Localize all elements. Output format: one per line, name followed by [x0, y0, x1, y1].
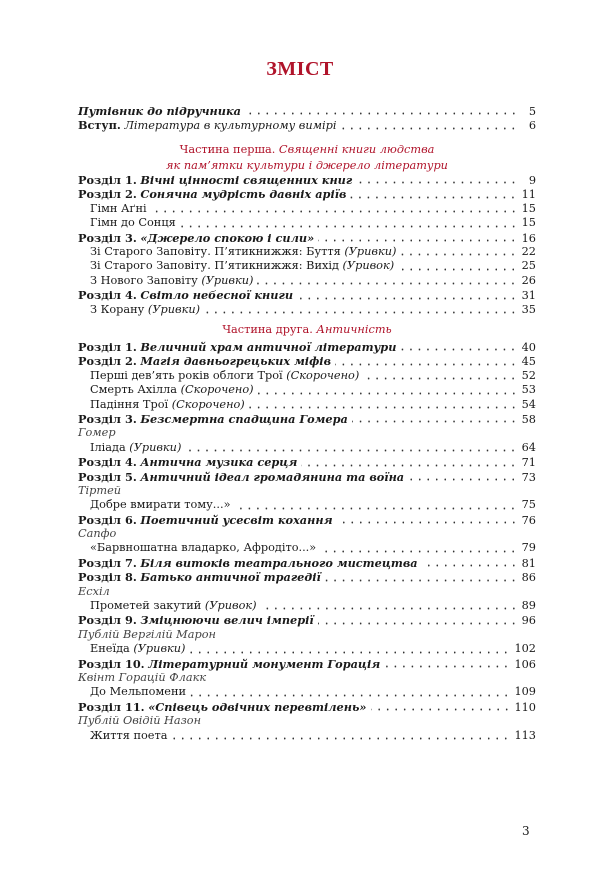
toc-part1 — [78, 173, 536, 317]
work-title: Падіння Трої — [90, 397, 169, 411]
chapter-title: «Співець одвічних перевтілень» — [148, 699, 367, 714]
dot-leader — [350, 189, 517, 199]
dot-leader — [400, 246, 517, 256]
toc-entry[interactable] — [78, 398, 536, 412]
toc-entry[interactable] — [78, 383, 536, 397]
author-line — [78, 585, 536, 599]
toc-entry[interactable] — [78, 118, 536, 132]
work-title: Зі Старого Заповіту. П’ятикнижжя: Вихід — [90, 259, 339, 273]
author-name: Есхіл — [78, 584, 110, 598]
dot-leader — [297, 290, 518, 300]
toc-entry[interactable] — [78, 729, 536, 743]
chapter-title: Магія давньогрецьких міфів — [140, 354, 331, 369]
author-line — [78, 527, 536, 541]
page-ref: 11 — [521, 188, 536, 202]
dot-leader — [185, 442, 517, 452]
entry-text — [78, 187, 346, 202]
dot-leader — [258, 385, 518, 395]
page-ref: 79 — [521, 541, 536, 555]
chapter-title: Зміцнюючи велич імперії — [140, 613, 314, 628]
toc-entry[interactable] — [78, 685, 536, 699]
chapter-title: Поетичний усесвіт кохання — [140, 512, 333, 527]
chapter-number: Розділ 1. — [78, 340, 137, 354]
part2-heading — [78, 322, 536, 338]
chapter-number: Розділ 2. — [78, 187, 137, 202]
dot-leader — [151, 203, 518, 213]
entry-text — [78, 657, 380, 672]
entry-text — [90, 369, 359, 383]
part2-title: Античність — [316, 323, 392, 336]
entry-text — [90, 729, 167, 743]
entry-text — [78, 455, 297, 470]
toc-entry[interactable] — [78, 274, 536, 288]
toc-entry[interactable] — [78, 369, 536, 383]
page-ref: 22 — [521, 244, 536, 258]
toc-entry[interactable] — [78, 570, 536, 584]
toc-entry[interactable] — [78, 657, 536, 671]
page-ref: 52 — [521, 368, 536, 382]
chapter-number: Розділ 9. — [78, 613, 137, 628]
dot-leader — [340, 120, 518, 130]
chapter-number: Розділ 10. — [78, 656, 145, 671]
dot-leader — [320, 543, 517, 553]
entry-text — [90, 642, 185, 656]
toc-part2 — [78, 340, 536, 743]
chapter-title: Античний ідеал громадянина та воїна — [140, 469, 405, 484]
entry-text — [90, 216, 176, 230]
page-ref: 31 — [521, 289, 536, 303]
work-note: (Уривки) — [201, 273, 254, 287]
dot-leader — [249, 399, 518, 409]
toc-entry[interactable] — [78, 541, 536, 555]
page-ref: 53 — [521, 383, 536, 397]
page-ref: 89 — [521, 599, 536, 613]
work-note: (Скорочено) — [180, 383, 254, 397]
work-note: (Скорочено) — [171, 397, 245, 411]
page-ref: 54 — [521, 397, 536, 411]
page-ref: 9 — [528, 174, 536, 187]
work-title: Добре вмирати тому...» — [90, 498, 231, 512]
entry-text — [90, 303, 200, 317]
work-title: Зі Старого Заповіту. П’ятикнижжя: Буття — [90, 244, 341, 258]
work-title: Прометей закутий — [90, 599, 202, 613]
chapter-number: Розділ 3. — [78, 411, 137, 426]
chapter-number: Розділ 2. — [78, 354, 137, 369]
page-ref: 76 — [521, 513, 536, 527]
dot-leader — [171, 730, 510, 740]
dot-leader — [337, 514, 518, 524]
toc-entry[interactable] — [78, 303, 536, 317]
toc-entry[interactable] — [78, 245, 536, 259]
entry-text — [90, 398, 245, 412]
page-ref: 40 — [521, 341, 536, 354]
toc-entry[interactable] — [78, 288, 536, 302]
work-note: (Уривки) — [129, 440, 182, 454]
toc-entry[interactable] — [78, 104, 536, 118]
dot-leader — [234, 500, 517, 510]
author-name: Тіртей — [78, 483, 122, 497]
work-title: Життя поета — [90, 728, 168, 742]
dot-leader — [318, 615, 518, 625]
chapter-title: Безсмертна спадщина Гомера — [140, 411, 348, 426]
entry-text — [78, 570, 321, 585]
dot-leader — [318, 232, 517, 242]
page-ref: 15 — [521, 201, 536, 215]
chapter-title: Антична музика серця — [140, 455, 298, 470]
entry-text — [78, 513, 333, 528]
dot-leader — [422, 557, 518, 567]
page-ref: 110 — [514, 700, 536, 714]
toc-entry[interactable] — [78, 412, 536, 426]
page-ref: 102 — [514, 642, 536, 656]
work-note: (Уривки) — [344, 244, 397, 258]
toc-entry[interactable] — [78, 202, 536, 216]
dot-leader — [257, 275, 517, 285]
toc-entry[interactable] — [78, 231, 536, 245]
toc-entry[interactable] — [78, 216, 536, 230]
author-name: Гомер — [78, 426, 116, 440]
work-title: До Мельпомени — [90, 685, 187, 699]
page-ref: 58 — [521, 412, 536, 426]
page-ref: 6 — [528, 119, 536, 133]
toc-entry[interactable] — [78, 187, 536, 201]
author-line — [78, 714, 536, 728]
entry-text — [90, 599, 257, 613]
work-title: Гімн Аґні — [90, 201, 147, 215]
dot-leader — [356, 174, 518, 184]
dot-leader — [245, 105, 518, 115]
page-ref: 15 — [521, 216, 536, 230]
author-line — [78, 484, 536, 498]
dot-leader — [325, 572, 518, 582]
dot-leader — [335, 356, 518, 366]
page-ref: 45 — [521, 355, 536, 369]
page-ref: 25 — [521, 259, 536, 273]
chapter-number: Розділ 5. — [78, 469, 137, 484]
work-note: (Уривок) — [342, 259, 395, 273]
chapter-title: Вічні цінності священних книг — [140, 173, 353, 187]
dot-leader — [400, 341, 517, 351]
page-ref: 81 — [521, 556, 536, 570]
entry-text — [90, 202, 147, 216]
page-ref: 106 — [514, 657, 536, 671]
chapter-number: Розділ 4. — [78, 288, 137, 303]
toc-entry[interactable] — [78, 173, 536, 187]
entry-text — [90, 441, 181, 455]
page-ref: 64 — [521, 440, 536, 454]
work-title: З Нового Заповіту — [90, 273, 198, 287]
toc-entry[interactable] — [78, 513, 536, 527]
entry-text — [78, 118, 336, 133]
toc-entry[interactable] — [78, 441, 536, 455]
toc-entry[interactable] — [78, 354, 536, 368]
work-title: З Корану — [90, 302, 145, 316]
dot-leader — [352, 413, 518, 423]
entry-prefix: Вступ. — [78, 118, 121, 133]
dot-leader — [398, 261, 518, 271]
author-name: Публій Овідій Назон — [78, 714, 202, 728]
toc-entry[interactable] — [78, 556, 536, 570]
chapter-title: Біля витоків театрального мистецтва — [140, 555, 418, 570]
page-ref: 75 — [521, 498, 536, 512]
page-ref: 73 — [521, 470, 536, 484]
entry-text — [90, 685, 186, 699]
chapter-title: Світло небесної книги — [140, 288, 294, 303]
toc-entry[interactable] — [78, 642, 536, 656]
part1-label: Частина перша. — [179, 143, 276, 156]
toc-entry[interactable] — [78, 470, 536, 484]
entry-title: Путівник до підручника — [78, 104, 241, 118]
entry-text — [78, 556, 418, 571]
page-ref: 35 — [521, 302, 536, 316]
work-note: (Уривки) — [147, 302, 201, 316]
dot-leader — [261, 600, 518, 610]
chapter-title: Величний храм античної літератури — [140, 340, 397, 354]
entry-text — [90, 541, 316, 555]
entry-text — [78, 288, 293, 303]
dot-leader — [371, 701, 511, 711]
author-name: Публій Вергілій Марон — [78, 627, 216, 641]
page-ref: 109 — [514, 685, 536, 699]
toc-entry[interactable] — [78, 599, 536, 613]
entry-text — [90, 259, 394, 273]
work-title: «Барвношатна владарко, Афродіто...» — [90, 541, 317, 555]
chapter-number: Розділ 1. — [78, 173, 137, 187]
dot-leader — [180, 218, 518, 228]
toc-entry[interactable] — [78, 259, 536, 273]
entry-text — [78, 340, 396, 355]
chapter-title: «Джерело спокою і сили» — [140, 230, 315, 245]
author-line — [78, 671, 536, 685]
entry-text — [78, 231, 314, 246]
entry-text — [78, 354, 331, 369]
page-number: 3 — [522, 824, 530, 838]
work-title: Іліада — [90, 440, 126, 454]
page-ref: 113 — [514, 728, 536, 742]
work-note: (Уривок) — [204, 599, 257, 613]
part1-heading — [78, 142, 536, 174]
chapter-number: Розділ 3. — [78, 230, 137, 245]
entry-text — [90, 245, 396, 259]
part1-title-line1: Священні книги людства — [278, 143, 435, 156]
author-name: Сапфо — [78, 527, 117, 541]
dot-leader — [384, 658, 510, 668]
work-note: (Уривки) — [133, 642, 186, 656]
page-ref: 26 — [521, 273, 536, 287]
work-title: Перші дев’ять років облоги Трої — [90, 368, 283, 382]
toc-entry[interactable] — [78, 340, 536, 354]
dot-leader — [363, 370, 517, 380]
work-title: Енеїда — [90, 642, 130, 656]
entry-text — [78, 412, 348, 427]
author-name: Квінт Горацій Флакк — [78, 670, 207, 684]
entry-title: Література в культурному вимірі — [124, 119, 337, 133]
dot-leader — [189, 644, 510, 654]
author-line — [78, 426, 536, 440]
entry-text — [90, 274, 253, 288]
part2-label: Частина друга. — [222, 323, 313, 336]
dot-leader — [190, 687, 510, 697]
toc-entry[interactable] — [78, 613, 536, 627]
toc-entry[interactable] — [78, 498, 536, 512]
entry-text — [90, 383, 254, 397]
chapter-title: Батько античної трагедії — [140, 570, 321, 585]
author-line — [78, 628, 536, 642]
entry-text — [78, 173, 352, 188]
work-title: Гімн до Сонця — [90, 216, 176, 230]
chapter-number: Розділ 4. — [78, 455, 137, 470]
toc-intro — [78, 104, 536, 133]
chapter-number: Розділ 6. — [78, 512, 137, 527]
entry-text — [78, 470, 404, 485]
dot-leader — [408, 471, 517, 481]
chapter-title: Сонячна мудрість давніх аріїв — [140, 187, 347, 202]
entry-text — [78, 104, 241, 119]
page-ref: 5 — [528, 105, 536, 118]
entry-text — [90, 498, 230, 512]
chapter-number: Розділ 8. — [78, 570, 137, 585]
chapter-title: Літературний монумент Горація — [148, 656, 381, 671]
chapter-number: Розділ 7. — [78, 555, 137, 570]
dot-leader — [204, 304, 518, 314]
entry-text — [78, 700, 367, 715]
page-ref: 96 — [521, 614, 536, 628]
page-ref: 71 — [521, 456, 536, 470]
work-note: (Скорочено) — [286, 368, 360, 382]
toc-entry[interactable] — [78, 455, 536, 469]
chapter-number: Розділ 11. — [78, 699, 145, 714]
entry-text — [78, 613, 314, 628]
part1-title-line2: як пам’ятки культури і джерело літератури — [166, 159, 448, 172]
dot-leader — [301, 457, 517, 467]
work-title: Смерть Ахілла — [90, 383, 177, 397]
page-ref: 16 — [521, 231, 536, 245]
page-title: ЗМІСТ — [266, 58, 334, 80]
page-ref: 86 — [521, 571, 536, 585]
toc-entry[interactable] — [78, 700, 536, 714]
